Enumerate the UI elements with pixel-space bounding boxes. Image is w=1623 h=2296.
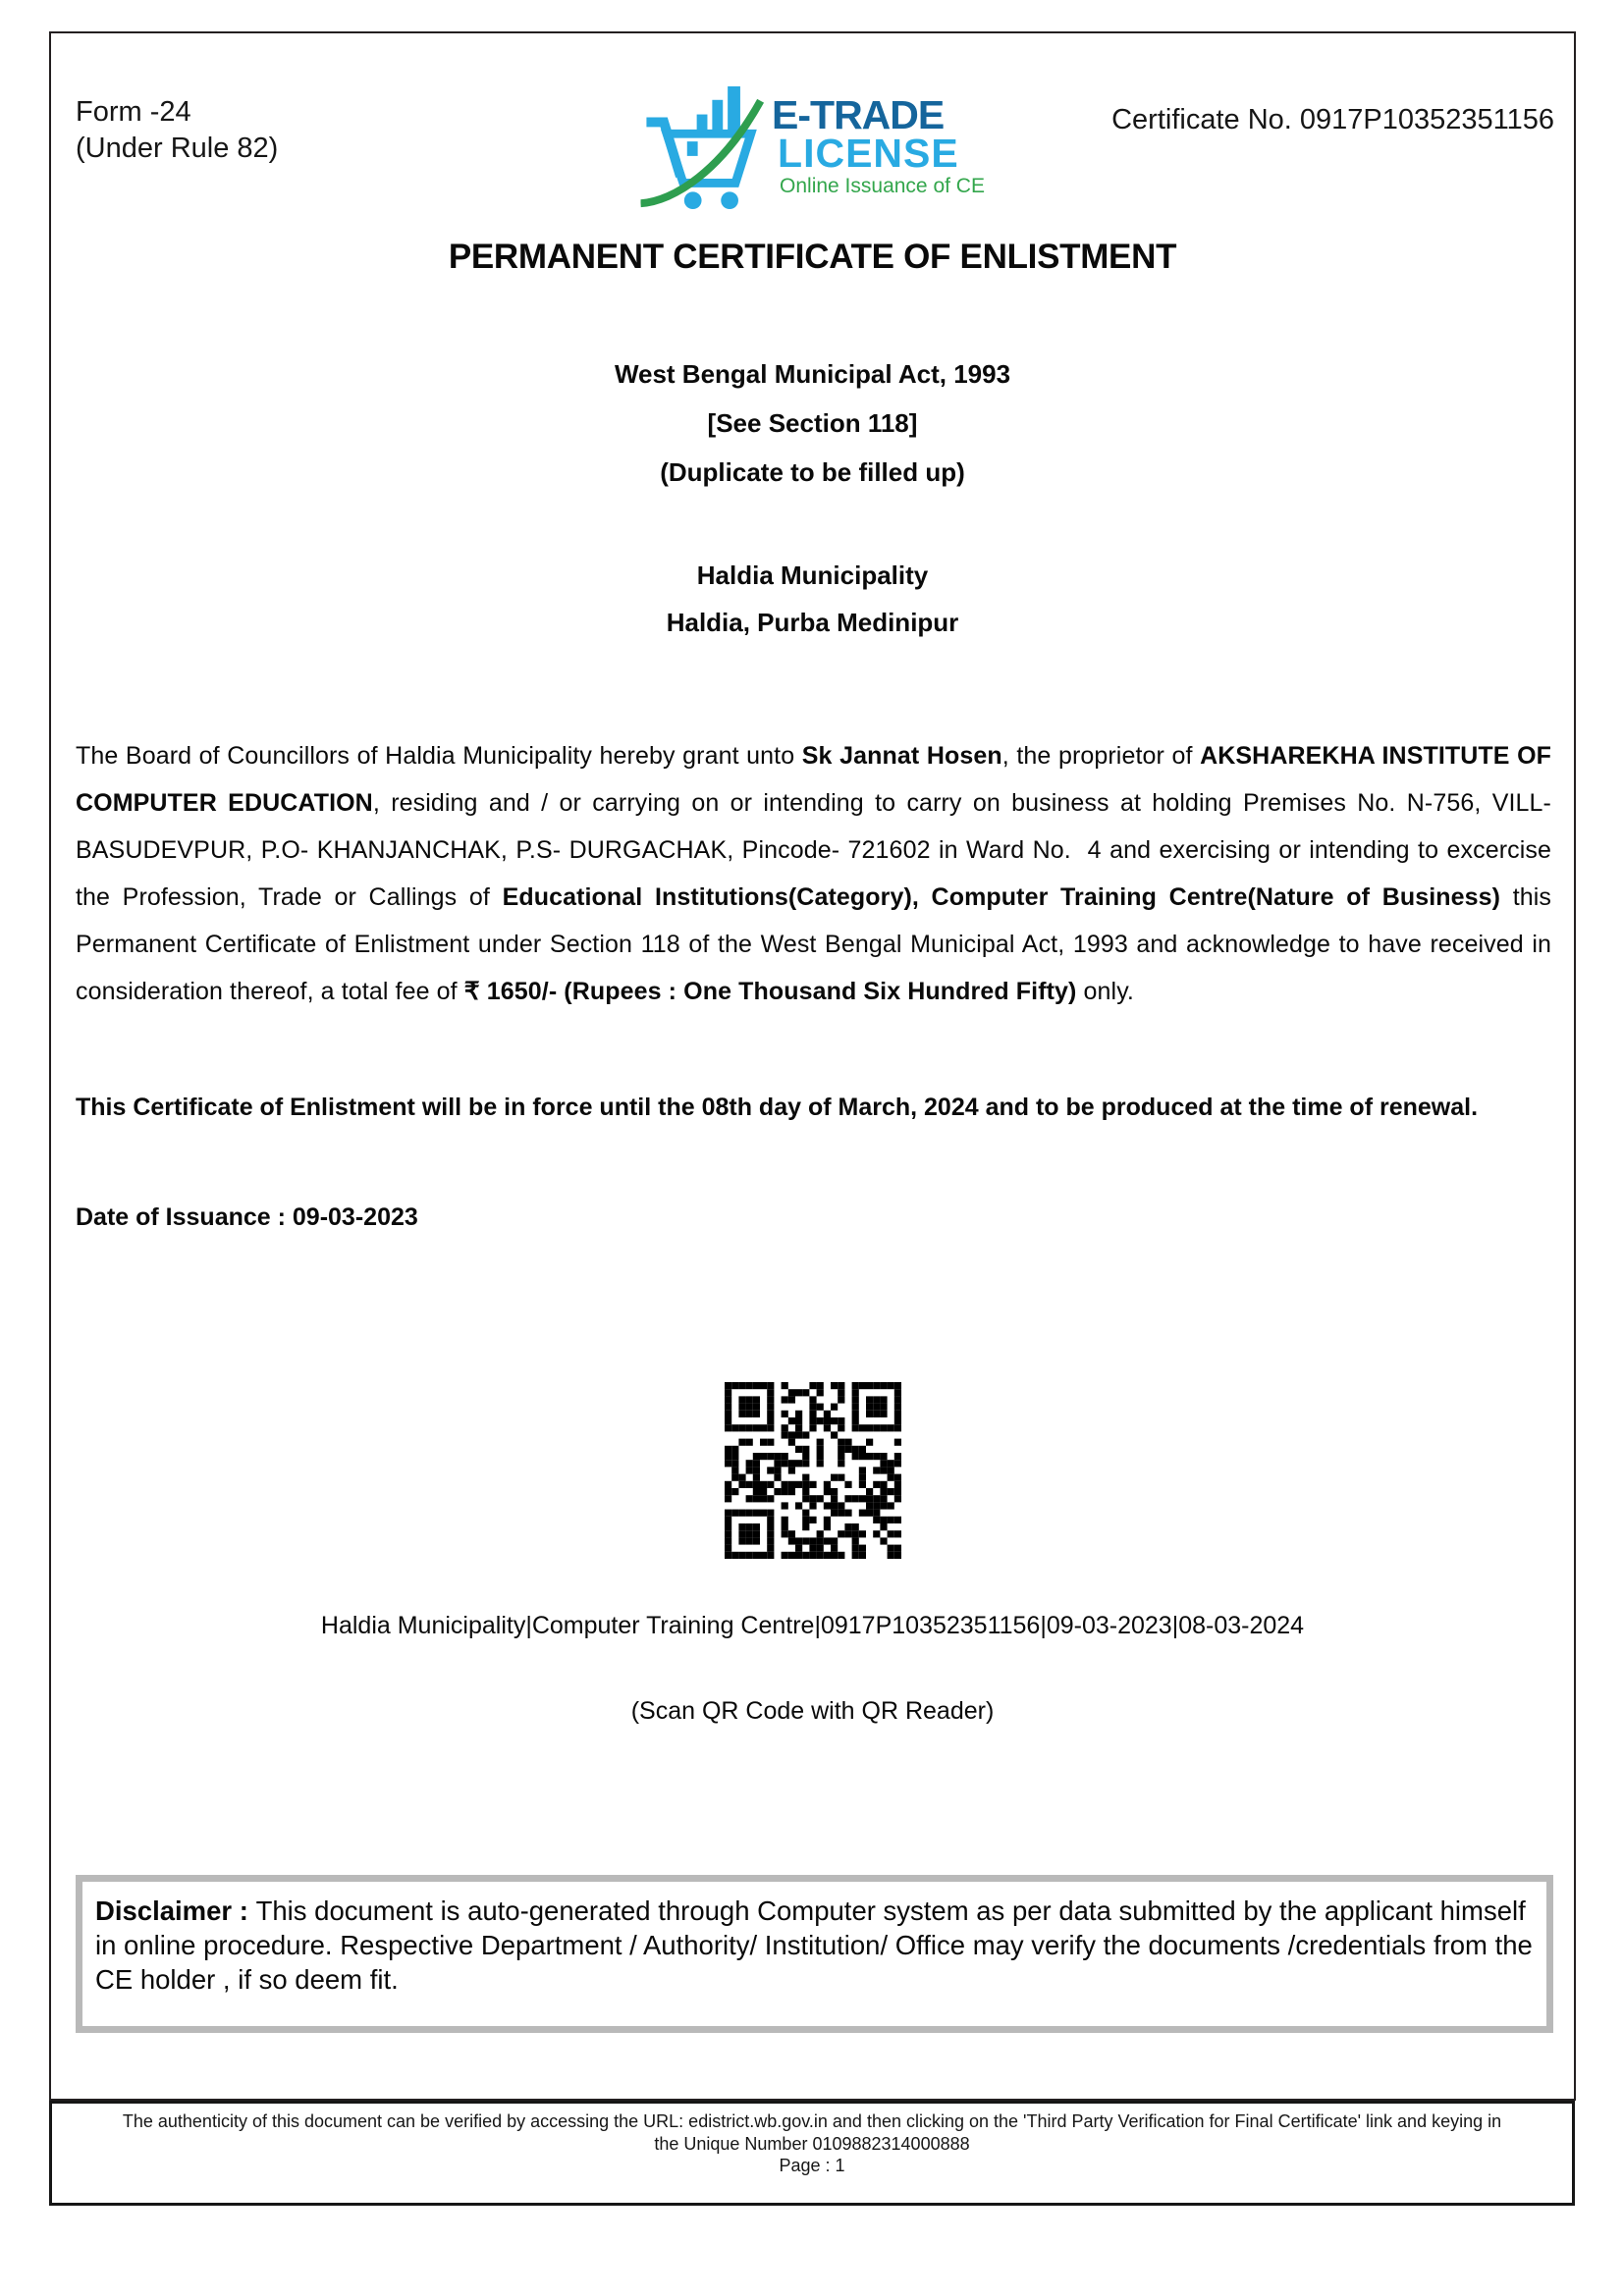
qr-code-wrap bbox=[51, 1382, 1574, 1564]
verification-line-2: the Unique Number 0109882314000888 bbox=[654, 2133, 970, 2154]
municipality-location: Haldia, Purba Medinipur bbox=[666, 608, 959, 637]
etrade-license-logo bbox=[640, 84, 985, 219]
municipality-block bbox=[51, 552, 1574, 646]
form-rule: (Under Rule 82) bbox=[76, 133, 279, 164]
act-subtitle-block bbox=[51, 349, 1574, 497]
qr-caption: Haldia Municipality|Computer Training Centre|0917P10352351156|09-03-2023|08-03-2024 bbox=[320, 1612, 1305, 1639]
qr-scan-hint: (Scan QR Code with QR Reader) bbox=[630, 1697, 995, 1725]
act-line: West Bengal Municipal Act, 1993 bbox=[614, 359, 1011, 389]
section-line: [See Section 118] bbox=[707, 408, 918, 438]
shopping-cart-bar-chart-icon bbox=[640, 84, 766, 219]
certificate-number: Certificate No. 0917P10352351156 bbox=[1111, 104, 1554, 135]
validity-paragraph: This Certificate of Enlistment will be in force until the 08th day of March, 2024 and to be produced at the time of renewal. bbox=[76, 1094, 1479, 1121]
grant-paragraph: The Board of Councillors of Haldia Municipality hereby grant unto Sk Jannat Hosen, the proprietor of AKSHAREKHA INSTITUTE OF COMPUTER EDUCATION, residing and / or carrying on or intending to carry on business at holding Premises No. N-756, VILL-BASUDEVPUR, P.O- KHANJANCHAK, P.S- DURGACHAK, Pincode- 721602 in Ward No. 4 and exercising or intending to excercise the Profession, Trade or Callings of Educational Institutions(Category), Computer Training Centre(Nature of Business) this Permanent Certificate of Enlistment under Section 118 of the West Bengal Municipal Act, 1993 and acknowledge to have received in consideration thereof, a total fee of ₹ 1650/- (Rupees : One Thousand Six Hundred Fifty) only. bbox=[76, 742, 1552, 1005]
disclaimer-box: Disclaimer : This document is auto-generated through Computer system as per data submitted by the applicant himself in online procedure. Respective Department / Authority/ Institution/ Office may verify the documents /credentials from the CE holder , if so deem fit. bbox=[76, 1875, 1553, 2033]
duplicate-line: (Duplicate to be filled up) bbox=[660, 457, 965, 487]
logo-text bbox=[772, 84, 985, 200]
certificate-main-box bbox=[49, 31, 1576, 2101]
qr-code bbox=[725, 1382, 901, 1564]
verification-line-1: The authenticity of this document can be verified by accessing the URL: edistrict.wb.gov.in and then clicking on the 'Third Party Verification for Final Certificate' link and keying in bbox=[122, 2111, 1502, 2131]
page-number: Page : 1 bbox=[779, 2156, 845, 2175]
municipality-name: Haldia Municipality bbox=[696, 561, 929, 590]
certificate-title: PERMANENT CERTIFICATE OF ENLISTMENT bbox=[448, 238, 1177, 276]
form-number: Form -24 bbox=[76, 96, 191, 128]
logo-word-etrade: E-TRADE bbox=[772, 92, 945, 137]
verification-footer bbox=[49, 2101, 1575, 2206]
form-identifier bbox=[76, 94, 278, 167]
logo-word-license: LICENSE bbox=[778, 131, 959, 176]
date-of-issuance: Date of Issuance : 09-03-2023 bbox=[76, 1203, 418, 1231]
logo-tagline: Online Issuance of CE bbox=[780, 175, 985, 197]
